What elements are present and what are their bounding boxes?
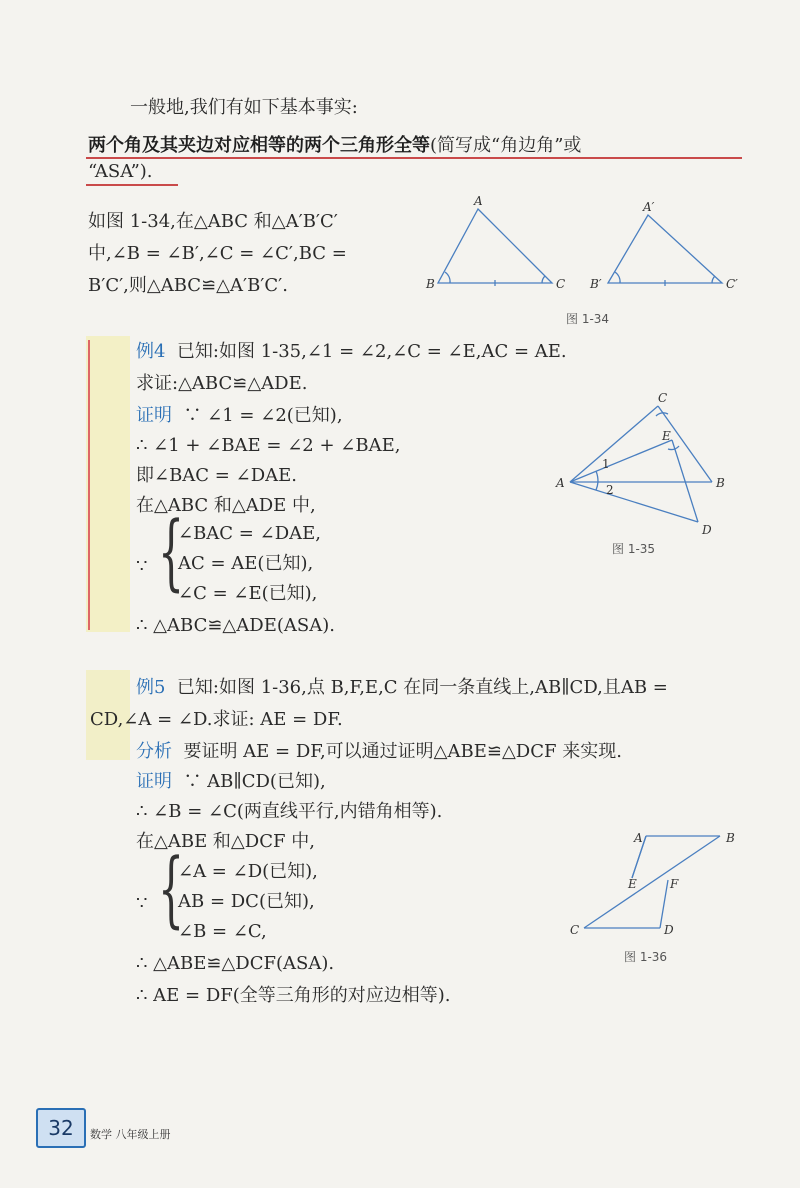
example-4-given: 例4 已知:如图 1-35,∠1 = ∠2,∠C = ∠E,AC = AE.: [136, 341, 567, 362]
example-5-analysis-label: 分析: [136, 741, 172, 762]
example-5-proof-3: 在△ABE 和△DCF 中,: [136, 831, 315, 852]
fig34-label-b-prime: B′: [590, 277, 602, 291]
example-5-given-1: 例5 已知:如图 1-36,点 B,F,E,C 在同一条直线上,AB∥CD,且AB =: [136, 677, 668, 698]
fig35-angle-2: 2: [606, 483, 614, 497]
figure-1-34: [420, 195, 750, 305]
fig36-label-e: E: [628, 877, 637, 891]
example-5-brace: {: [158, 842, 185, 937]
fig34-label-b: B: [426, 277, 435, 291]
example-5-proof-4: ∴ △ABE≌△DCF(ASA).: [136, 953, 335, 974]
example-5-proof-label: 证明: [136, 771, 172, 792]
example-4-proof-4: 在△ABC 和△ADE 中,: [136, 495, 316, 516]
para-1-line-3: B′C′,则△ABC≌△A′B′C′.: [88, 275, 288, 296]
example-5-label: 例5: [136, 677, 166, 698]
basic-fact-paren: (简写成“角边角”或: [430, 135, 582, 156]
para-1-line-1: 如图 1-34,在△ABC 和△A′B′C′: [88, 211, 338, 232]
figure-1-35-caption: 图 1-35: [612, 542, 656, 556]
example-5-cond-3: ∠B = ∠C,: [178, 921, 267, 942]
fig34-label-a-prime: A′: [643, 200, 655, 214]
fig35-label-b: B: [716, 476, 725, 490]
fig36-label-f: F: [670, 877, 679, 891]
basic-fact-bold: 两个角及其夹边对应相等的两个三角形全等: [88, 135, 430, 156]
fact-underline-short: [86, 184, 178, 186]
example-4-conclusion: ∴ △ABC≌△ADE(ASA).: [136, 615, 335, 636]
example-4-prove: 求证:△ABC≌△ADE.: [136, 373, 308, 394]
figure-1-34-caption: 图 1-34: [566, 312, 610, 326]
figure-1-36-caption: 图 1-36: [624, 950, 668, 964]
fig36-label-a: A: [634, 831, 643, 845]
example-4-highlight: [86, 336, 130, 632]
example-5-proof-5: ∴ AE = DF(全等三角形的对应边相等).: [136, 985, 451, 1006]
example-5-analysis: 分析 要证明 AE = DF,可以通过证明△ABE≌△DCF 来实现.: [136, 741, 622, 762]
fig35-angle-1: 1: [602, 457, 610, 471]
example-4-cond-3: ∠C = ∠E(已知),: [178, 583, 318, 604]
fig35-label-e: E: [662, 429, 671, 443]
footer-book-title: 数学 八年级上册: [90, 1128, 171, 1141]
fig34-label-a: A: [474, 195, 483, 208]
example-5-since: ∵: [136, 893, 148, 914]
fig36-label-b: B: [726, 831, 735, 845]
figure-1-36: [560, 826, 760, 946]
intro-text: 一般地,我们有如下基本事实:: [130, 97, 358, 118]
figure-1-35: [550, 388, 750, 538]
fig34-label-c: C: [556, 277, 566, 291]
example-5-cond-1: ∠A = ∠D(已知),: [178, 861, 318, 882]
triangle-abc-prime: [608, 215, 722, 283]
example-4-cond-1: ∠BAC = ∠DAE,: [178, 523, 321, 544]
example-4-proof-3: 即∠BAC = ∠DAE.: [136, 465, 297, 486]
basic-fact-line-2: “ASA”).: [88, 161, 153, 182]
fig36-label-d: D: [664, 923, 674, 937]
page-number: 32: [36, 1108, 86, 1148]
example-5-cond-2: AB = DC(已知),: [178, 891, 315, 912]
fig35-label-a: A: [556, 476, 565, 490]
fig35-label-c: C: [658, 391, 668, 405]
fig36-label-c: C: [570, 923, 580, 937]
example-4-proof-1: 证明 ∵ ∠1 = ∠2(已知),: [136, 405, 343, 426]
example-4-proof-label: 证明: [136, 405, 172, 426]
para-1-line-2: 中,∠B = ∠B′,∠C = ∠C′,BC =: [88, 243, 347, 264]
example-5-given-2: CD,∠A = ∠D.求证: AE = DF.: [90, 709, 343, 730]
fact-underline: [86, 157, 742, 159]
example-5-proof-2: ∴ ∠B = ∠C(两直线平行,内错角相等).: [136, 801, 443, 822]
example-4-margin-rule: [88, 340, 90, 630]
fig35-label-d: D: [702, 523, 712, 537]
fig34-label-c-prime: C′: [726, 277, 738, 291]
example-4-cond-2: AC = AE(已知),: [178, 553, 314, 574]
basic-fact-line-1: [88, 134, 581, 158]
triangle-abc: [438, 209, 552, 283]
example-5-proof-1: 证明 ∵ AB∥CD(已知),: [136, 771, 326, 792]
example-4-proof-2: ∴ ∠1 + ∠BAE = ∠2 + ∠BAE,: [136, 435, 401, 456]
example-4-label: 例4: [136, 341, 166, 362]
example-4-brace: {: [158, 505, 185, 600]
example-4-since: ∵: [136, 556, 148, 577]
